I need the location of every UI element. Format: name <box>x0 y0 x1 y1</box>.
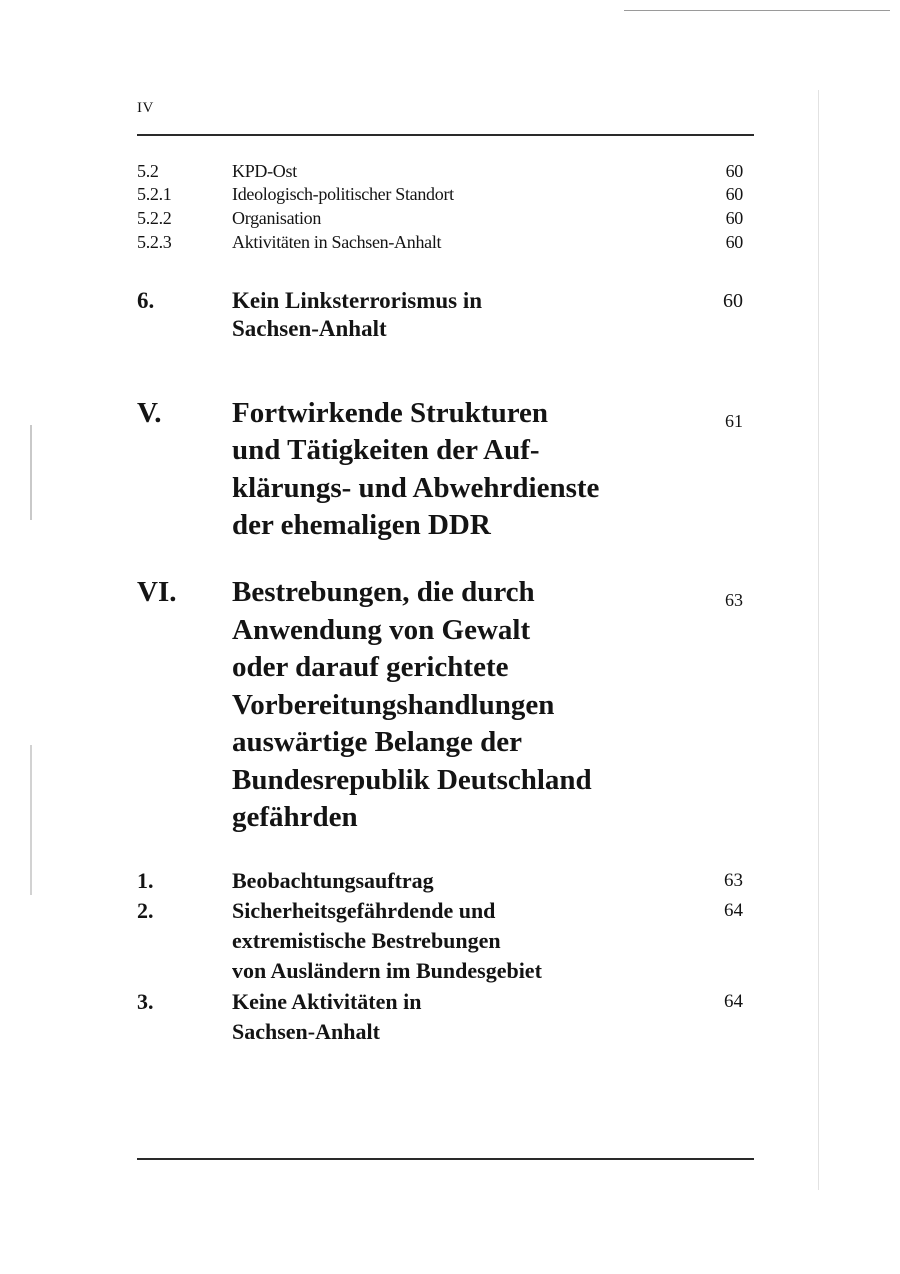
entry-title-line: Kein Linksterrorismus in <box>232 288 483 313</box>
section-title-line: und Tätigkeiten der Auf- <box>232 434 540 466</box>
scan-artifact-edge <box>30 425 32 520</box>
subsection-title-line: von Ausländern im Bundesgebiet <box>232 958 542 983</box>
footer-rule <box>137 1158 754 1160</box>
section-title-line: gefährden <box>232 801 358 833</box>
section-title-line: Vorbereitungshandlungen <box>232 689 555 721</box>
entry-number: 6. <box>137 288 155 313</box>
subsection-number: 2. <box>137 898 154 923</box>
section-title-line: Bundesrepublik Deutschland <box>232 764 592 796</box>
subsection-title-line: Sicherheitsgefährdende und <box>232 898 496 923</box>
section-title-line: klärungs- und Abwehrdienste <box>232 472 600 504</box>
entry-number: 5.2.3 <box>137 232 172 252</box>
entry-title: Aktivitäten in Sachsen-Anhalt <box>232 232 442 252</box>
entry-title: KPD-Ost <box>232 161 297 181</box>
section-title-line: Bestrebungen, die durch <box>232 576 535 608</box>
section-number: VI. <box>137 576 177 608</box>
subsection-title-line: extremistische Bestrebungen <box>232 928 501 953</box>
subsection-title-line: Beobachtungsauftrag <box>232 868 434 893</box>
subsection-page: 63 <box>724 870 743 891</box>
scan-artifact-line <box>624 10 890 11</box>
scan-artifact-edge <box>30 745 32 895</box>
section-title-line: auswärtige Belange der <box>232 726 522 758</box>
entry-title: Organisation <box>232 208 322 228</box>
entry-number: 5.2.1 <box>137 184 172 204</box>
subsection-title-line: Keine Aktivitäten in <box>232 989 422 1014</box>
subsection-title-line: Sachsen-Anhalt <box>232 1019 380 1044</box>
entry-title: Ideologisch-politischer Standort <box>232 184 454 204</box>
section-page: 61 <box>725 411 743 431</box>
entry-page: 60 <box>725 184 743 204</box>
entry-number: 5.2 <box>137 161 159 181</box>
entry-title-line: Sachsen-Anhalt <box>232 316 387 341</box>
subsection-page: 64 <box>724 900 743 921</box>
section-title-line: Anwendung von Gewalt <box>232 614 531 646</box>
page-number: IV <box>137 100 154 116</box>
entry-page: 60 <box>725 208 743 228</box>
entry-page: 60 <box>725 232 743 252</box>
entry-page: 60 <box>723 290 743 312</box>
section-title-line: der ehemaligen DDR <box>232 509 491 541</box>
entry-page: 60 <box>725 161 743 181</box>
entry-number: 5.2.2 <box>137 208 172 228</box>
section-page: 63 <box>725 590 743 610</box>
subsection-number: 3. <box>137 989 154 1014</box>
section-title-line: Fortwirkende Strukturen <box>232 397 549 429</box>
subsection-page: 64 <box>724 991 743 1012</box>
subsection-number: 1. <box>137 868 154 893</box>
scan-artifact-edge <box>818 90 819 1190</box>
section-number: V. <box>137 397 162 429</box>
section-title-line: oder darauf gerichtete <box>232 651 509 683</box>
header-rule <box>137 134 754 136</box>
